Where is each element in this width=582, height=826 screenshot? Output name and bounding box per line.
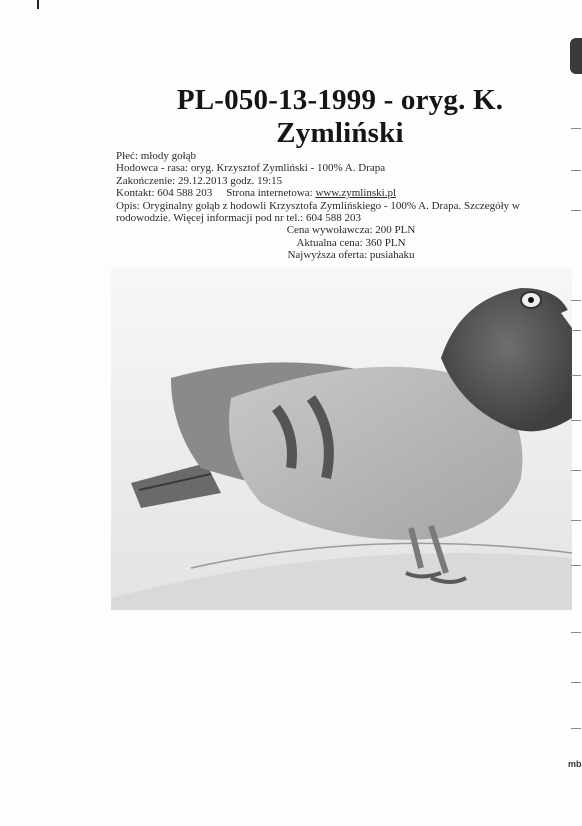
listing-title: PL-050-13-1999 - oryg. K. Zymliński <box>176 84 504 149</box>
website-label: Strona internetowa: <box>226 187 313 200</box>
contact-line: Kontakt: 604 588 203 <box>116 187 213 200</box>
listing-details <box>116 150 556 262</box>
contact-row <box>116 187 556 199</box>
website-link[interactable]: www.zymlinski.pl <box>315 187 397 200</box>
margin-ticks <box>565 0 582 826</box>
pigeon-illustration <box>111 268 572 610</box>
description: Opis: Oryginalny gołąb z hodowli Krzysztofa Zymlińskiego - 100% A. Drapa. Szczegóły w rodowodzie. Więcej informacji pod nr tel.: 604 588 203 <box>116 199 520 225</box>
sex-line: Płeć: młody gołąb <box>116 150 197 162</box>
current-price: Aktualna cena: 360 PLN <box>296 236 406 249</box>
pigeon-photo <box>111 268 572 610</box>
margin-text: mb <box>568 759 582 769</box>
edge-mark <box>37 0 39 9</box>
start-price: Cena wywoławcza: 200 PLN <box>286 224 416 237</box>
end-date-line: Zakończenie: 29.12.2013 godz. 19:15 <box>116 174 283 187</box>
top-bid: Najwyższa oferta: pusiahaku <box>287 249 415 262</box>
breeder-line: Hodowca - rasa: oryg. Krzysztof Zymliński - 100% A. Drapa <box>116 162 386 175</box>
